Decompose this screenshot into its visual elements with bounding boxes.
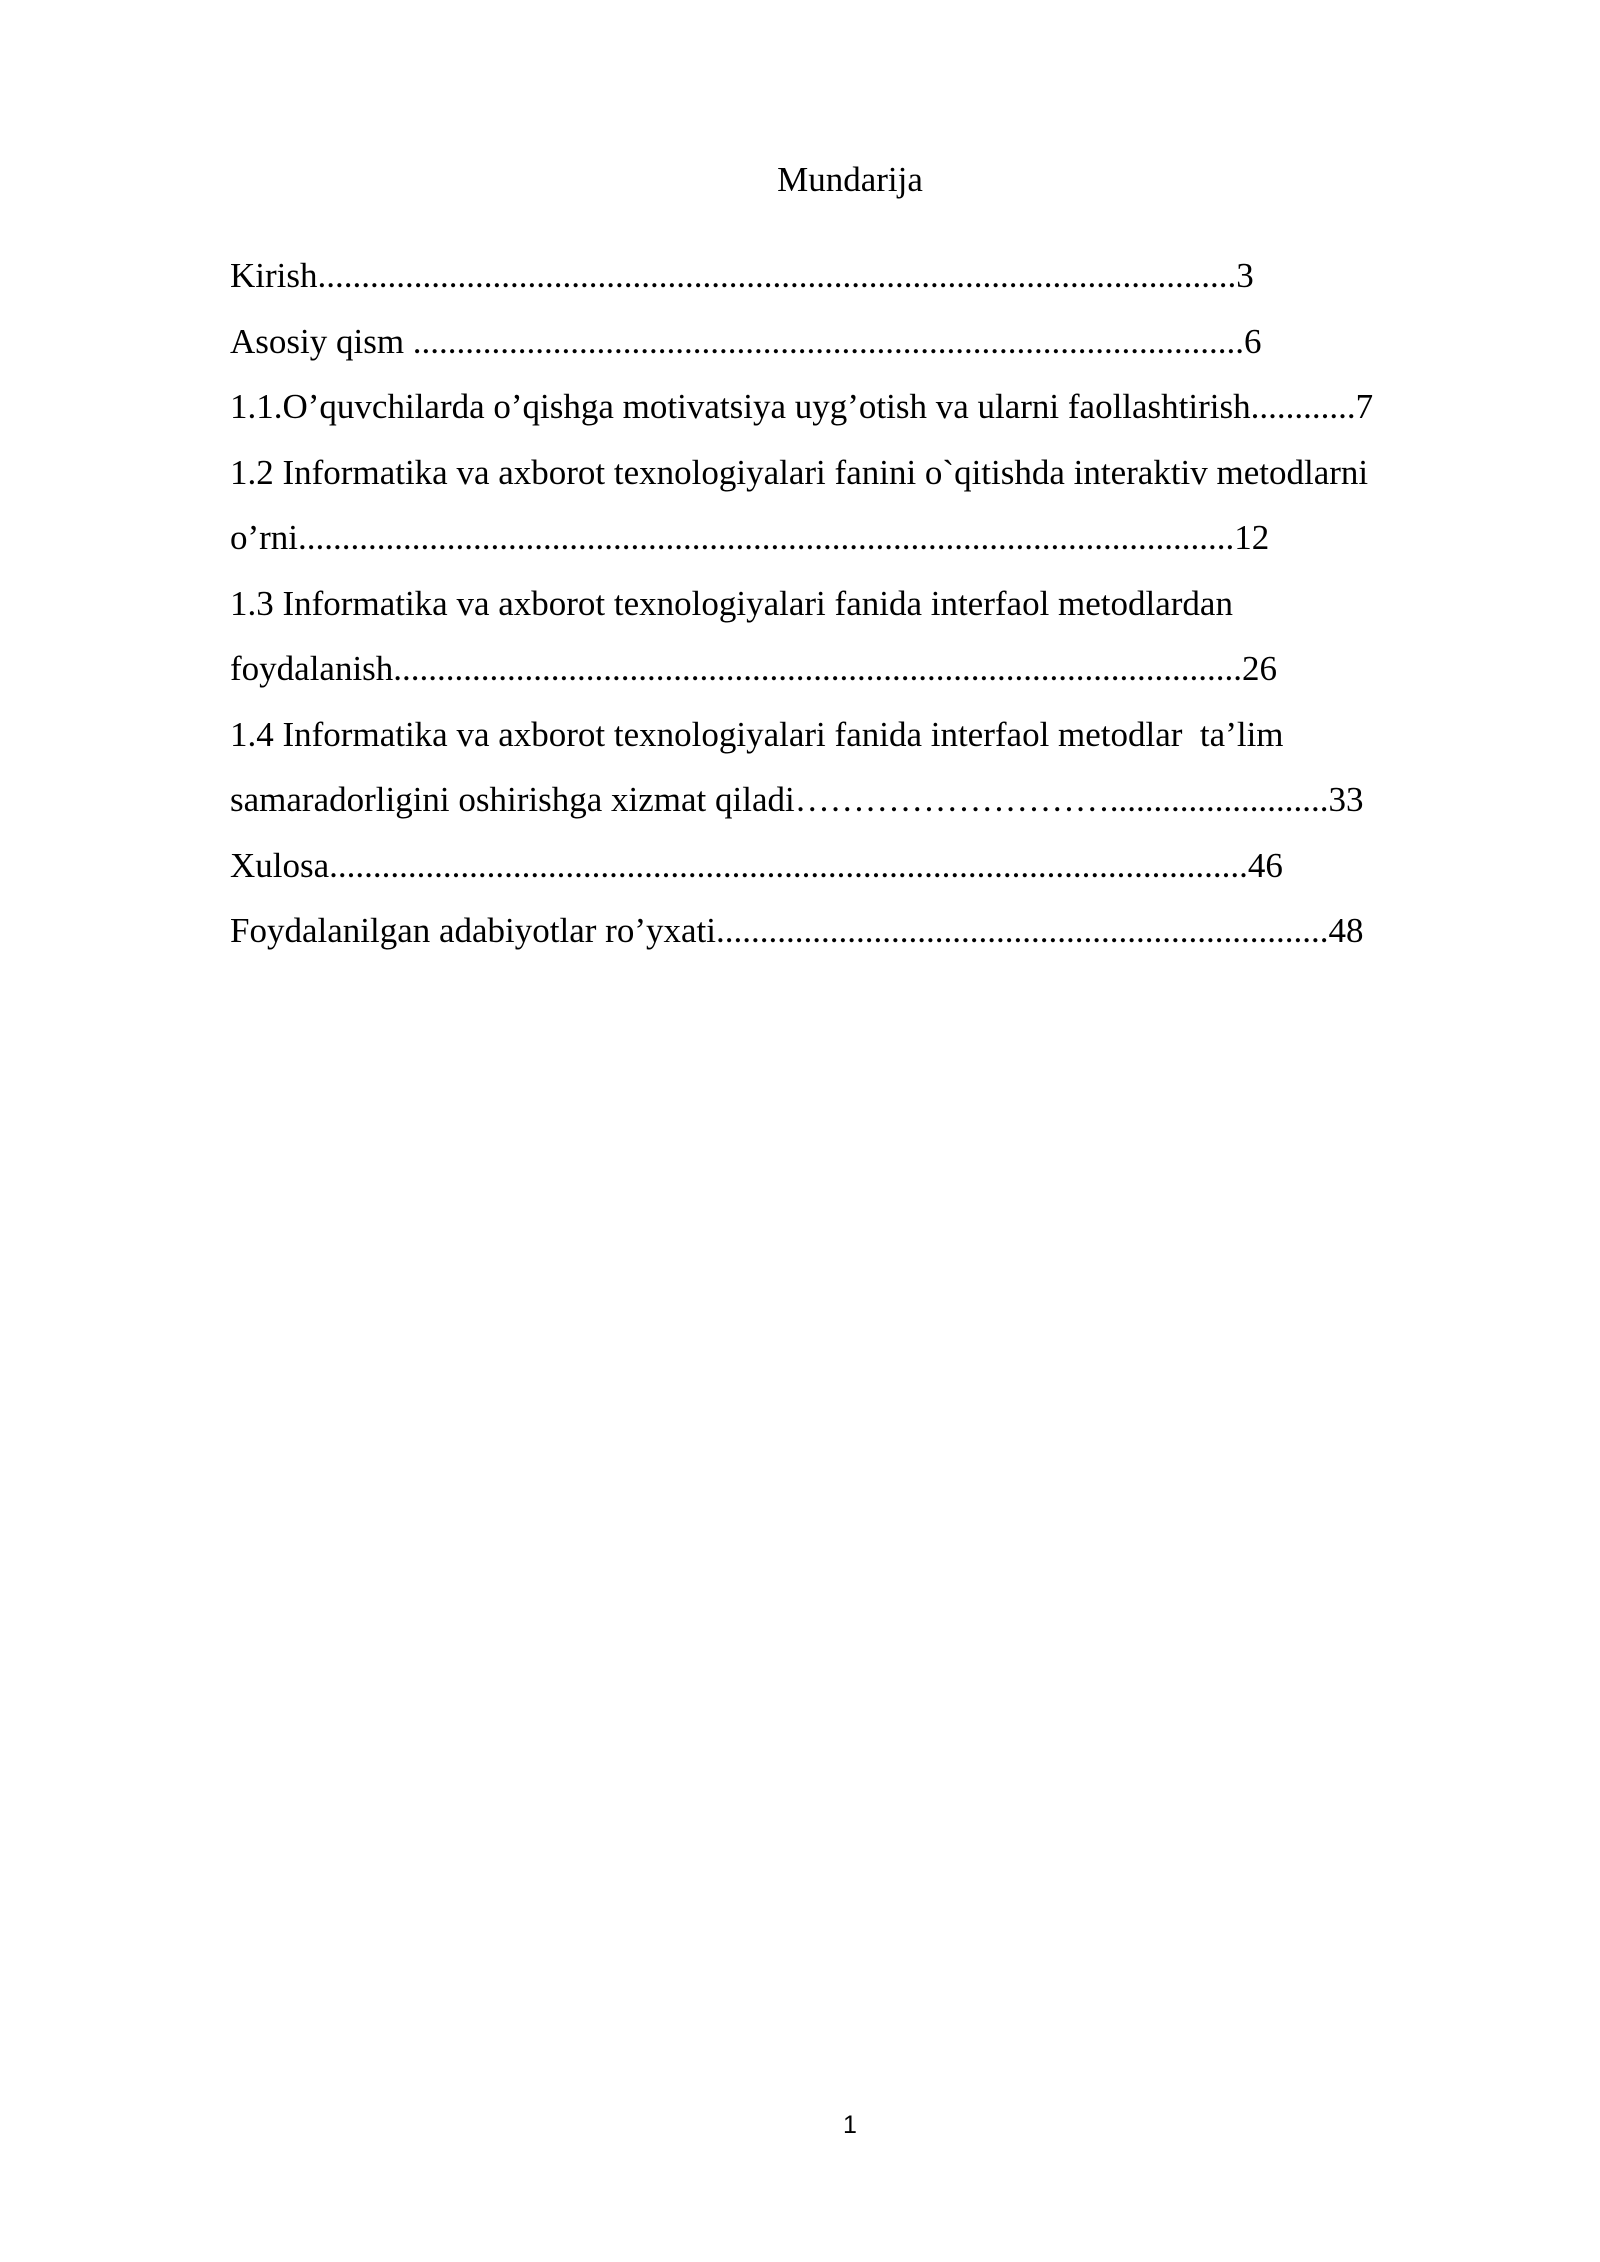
toc-entry-1-4: 1.4 Informatika va axborot texnologiyalari fanida interfaol metodlar ta’lim bbox=[230, 714, 1284, 754]
toc-entry-1-2: 1.2 Informatika va axborot texnologiyalari fanini o`qitishda interaktiv metodlarni bbox=[230, 452, 1369, 492]
toc-entry-kirish: Kirish.........................................................................................................3 bbox=[230, 256, 1254, 295]
toc-entry-adabiyotlar: Foydalanilgan adabiyotlar ro’yxati......................................................................48 bbox=[230, 911, 1364, 950]
page-number: 1 bbox=[843, 2111, 857, 2139]
toc-entry-1-2-cont: o’rni...........................................................................................................12 bbox=[230, 518, 1270, 557]
toc-entry-xulosa: Xulosa.........................................................................................................46 bbox=[230, 845, 1283, 885]
toc-entry-1-1: 1.1.O’quvchilarda o’qishga motivatsiya uyg’otish va ularni faollashtirish............7 bbox=[230, 387, 1374, 426]
toc-entry-asosiy-qism: Asosiy qism ...............................................................................................6 bbox=[230, 321, 1262, 361]
table-of-contents bbox=[230, 243, 1490, 964]
page-title: Mundarija bbox=[777, 160, 923, 199]
toc-entry-1-4-cont: samaradorligini oshirishga xizmat qiladi……………………….........................33 bbox=[230, 780, 1364, 819]
toc-entry-1-3-cont: foydalanish.................................................................................................26 bbox=[230, 649, 1278, 688]
toc-entry-1-3: 1.3 Informatika va axborot texnologiyalari fanida interfaol metodlardan bbox=[230, 583, 1233, 623]
